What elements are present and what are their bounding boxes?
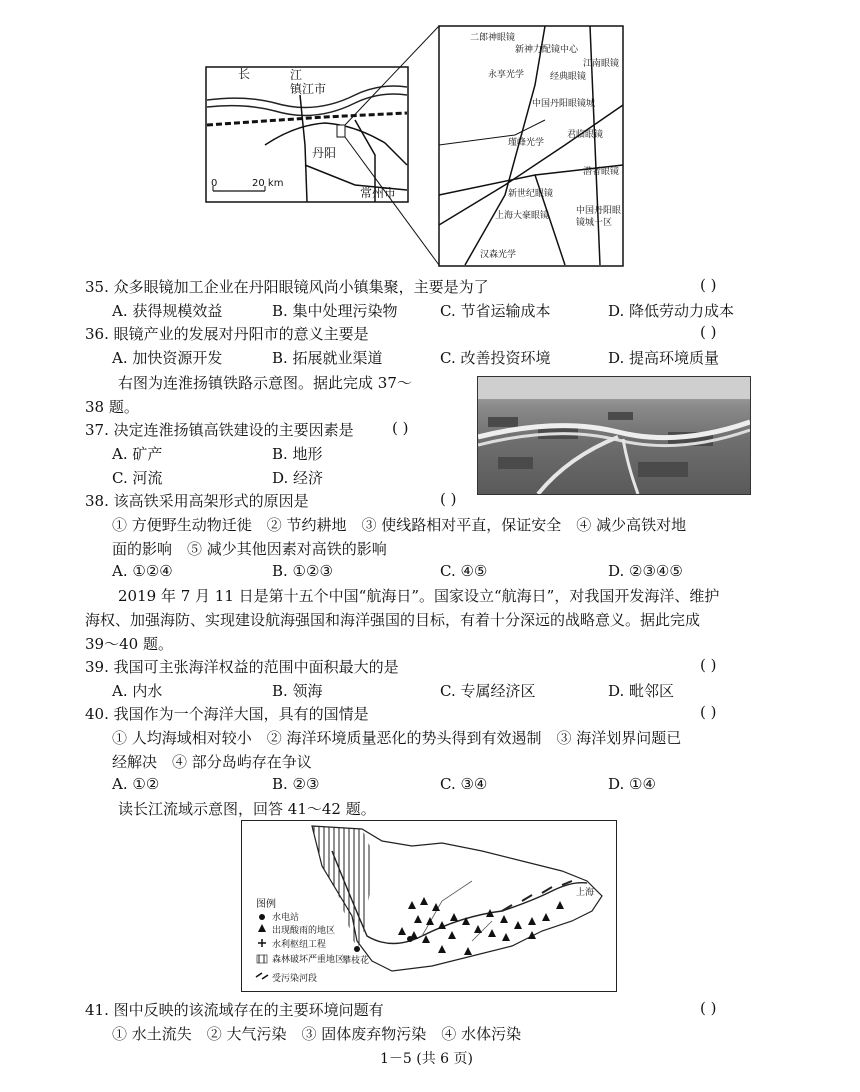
q37-paren: ( ) bbox=[392, 419, 409, 437]
q39-stem: 39. 我国可主张海洋权益的范围中面积最大的是 bbox=[85, 658, 399, 676]
q37-option-d: D. 经济 bbox=[272, 469, 324, 487]
q36-option-c: C. 改善投资环境 bbox=[440, 349, 551, 367]
q38-paren: ( ) bbox=[440, 490, 457, 508]
shop-label: 中国丹阳眼镜城 bbox=[532, 99, 596, 109]
intro37-line1: 右图为连淮扬镇铁路示意图。据此完成 37～ bbox=[118, 374, 412, 392]
shop-label: 中国丹阳眼镜城一区 bbox=[576, 206, 622, 228]
q37-option-a: A. 矿产 bbox=[112, 445, 163, 463]
q36-option-a: A. 加快资源开发 bbox=[112, 349, 223, 367]
legend-title: 图例 bbox=[256, 899, 276, 910]
q41-stem: 41. 图中反映的该流域存在的主要环境问题有 bbox=[85, 1001, 384, 1019]
panzhihua-label: 攀枝花 bbox=[342, 956, 370, 966]
q39-option-d: D. 毗邻区 bbox=[608, 682, 675, 700]
q40-option-a: A. ①② bbox=[112, 775, 160, 793]
q38-option-a: A. ①②④ bbox=[112, 562, 173, 580]
changzhou-label: 常州市 bbox=[360, 186, 397, 200]
railway-photo bbox=[477, 376, 751, 495]
danyang-label: 丹阳 bbox=[312, 146, 337, 160]
q38-line1: ① 方便野生动物迁徙 ② 节约耕地 ③ 使线路相对平直，保证安全 ④ 减少高铁对地 bbox=[112, 516, 687, 534]
shop-label: 二郎神眼镜 bbox=[470, 33, 516, 43]
scale-km: 20 km bbox=[252, 178, 284, 189]
shop-label: 新神力配镜中心 bbox=[515, 45, 579, 55]
q40-line2: 经解决 ④ 部分岛屿存在争议 bbox=[112, 753, 312, 771]
q40-option-d: D. ①④ bbox=[608, 775, 656, 793]
shop-label: 潜者眼镜 bbox=[583, 167, 620, 177]
q38-option-c: C. ④⑤ bbox=[440, 562, 488, 580]
q35-option-c: C. 节省运输成本 bbox=[440, 302, 551, 320]
page-footer: 1－5 (共 6 页) bbox=[380, 1051, 473, 1067]
intro39-line2: 海权、加强海防、实现建设航海强国和海洋强国的目标，有着十分深远的战略意义。据此完成 bbox=[85, 611, 701, 629]
legend-item-polluted-river: 受污染河段 bbox=[272, 974, 318, 984]
q37-stem: 37. 决定连淮扬镇高铁建设的主要因素是 bbox=[85, 421, 354, 439]
q40-stem: 40. 我国作为一个海洋大国，具有的国情是 bbox=[85, 705, 369, 723]
intro39-line3: 39～40 题。 bbox=[85, 635, 173, 653]
shop-label: 江南眼镜 bbox=[583, 59, 620, 69]
q37-option-c: C. 河流 bbox=[112, 469, 163, 487]
q38-option-d: D. ②③④⑤ bbox=[608, 562, 683, 580]
q39-option-c: C. 专属经济区 bbox=[440, 682, 536, 700]
shop-label: 上海大豪眼镜 bbox=[495, 211, 550, 221]
q40-line1: ① 人均海域相对较小 ② 海洋环境质量恶化的势头得到有效遏制 ③ 海洋划界问题已 bbox=[112, 729, 682, 747]
q39-option-a: A. 内水 bbox=[112, 682, 163, 700]
river-label-1: 长 bbox=[238, 67, 251, 81]
yangtze-map bbox=[241, 820, 617, 992]
q40-option-c: C. ③④ bbox=[440, 775, 488, 793]
intro39-line1: 2019 年 7 月 11 日是第十五个中国“航海日”。国家设立“航海日”，对我国开发海洋、维护 bbox=[118, 587, 720, 605]
shanghai-label: 上海 bbox=[576, 888, 595, 898]
q39-option-b: B. 领海 bbox=[272, 682, 323, 700]
q35-option-b: B. 集中处理污染物 bbox=[272, 302, 398, 320]
shop-label: 经典眼镜 bbox=[550, 72, 587, 82]
shop-label: 瑾峰光学 bbox=[508, 138, 545, 148]
q38-stem: 38. 该高铁采用高架形式的原因是 bbox=[85, 492, 309, 510]
q36-stem: 36. 眼镜产业的发展对丹阳市的意义主要是 bbox=[85, 325, 369, 343]
legend-item-water-project: 水利枢纽工程 bbox=[272, 940, 327, 950]
intro37-line2: 38 题。 bbox=[85, 398, 139, 416]
scale-zero: 0 bbox=[211, 178, 218, 189]
shop-label: 永享光学 bbox=[488, 70, 525, 80]
yangtze-map-svg bbox=[242, 821, 616, 991]
q35-option-d: D. 降低劳动力成本 bbox=[608, 302, 735, 320]
q41-paren: ( ) bbox=[700, 999, 717, 1017]
q37-option-b: B. 地形 bbox=[272, 445, 323, 463]
q40-option-b: B. ②③ bbox=[272, 775, 320, 793]
q39-paren: ( ) bbox=[700, 656, 717, 674]
q36-option-b: B. 拓展就业渠道 bbox=[272, 349, 383, 367]
q38-option-b: B. ①②③ bbox=[272, 562, 333, 580]
q41-line1: ① 水土流失 ② 大气污染 ③ 固体废弃物污染 ④ 水体污染 bbox=[112, 1025, 522, 1043]
intro41-line1: 读长江流域示意图，回答 41～42 题。 bbox=[118, 800, 376, 818]
shop-label: 君临眼镜 bbox=[567, 130, 604, 140]
q35-paren: ( ) bbox=[700, 276, 717, 294]
zhenjiang-label: 镇江市 bbox=[290, 82, 327, 96]
shop-label: 新世纪眼镜 bbox=[508, 189, 554, 199]
q35-option-a: A. 获得规模效益 bbox=[112, 302, 223, 320]
shop-label: 汉森光学 bbox=[480, 250, 517, 260]
q36-option-d: D. 提高环境质量 bbox=[608, 349, 720, 367]
q40-paren: ( ) bbox=[700, 703, 717, 721]
legend-item-acid-rain: 出现酸雨的地区 bbox=[272, 926, 336, 936]
q38-line2: 面的影响 ⑤ 减少其他因素对高铁的影响 bbox=[112, 540, 387, 558]
railway-photo-svg bbox=[478, 377, 750, 494]
legend-item-forest: 森林破坏严重地区 bbox=[272, 955, 345, 965]
legend-item-hydro: 水电站 bbox=[272, 913, 300, 923]
q35-stem: 35. 众多眼镜加工企业在丹阳眼镜风尚小镇集聚，主要是为了 bbox=[85, 278, 489, 296]
danyang-map-svg bbox=[205, 25, 625, 270]
river-label-2: 江 bbox=[290, 68, 303, 82]
q36-paren: ( ) bbox=[700, 323, 717, 341]
